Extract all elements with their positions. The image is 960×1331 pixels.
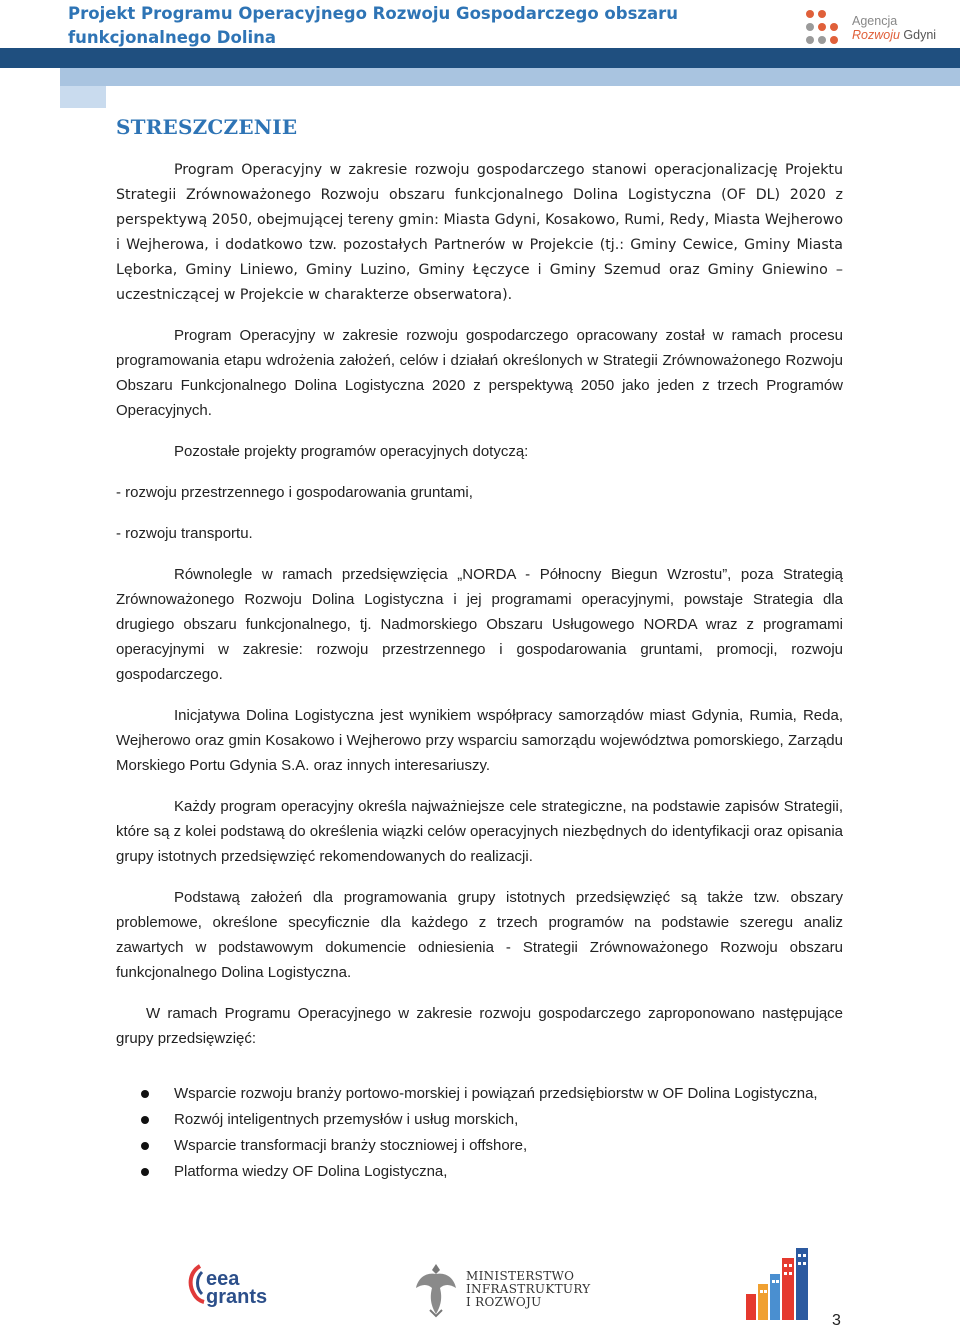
bullet-text: Wsparcie rozwoju branży portowo-morskiej i powiązań przedsiębiorstw w OF Dolina Logistyczna,	[174, 1085, 818, 1102]
dash-item-2: - rozwoju transportu.	[116, 525, 253, 542]
dots-logo-icon	[804, 8, 848, 48]
header-band-lighter	[60, 86, 106, 108]
dash-item-1: - rozwoju przestrzennego i gospodarowania gruntami,	[116, 484, 473, 501]
bullet-icon	[141, 1090, 149, 1098]
eea-grants-logo	[186, 1246, 268, 1316]
header-band-light	[60, 68, 960, 86]
agency-logo-text	[852, 14, 936, 42]
section-title: STRESZCZENIE	[116, 115, 298, 139]
eea-line2: grants	[206, 1286, 268, 1308]
paragraph-10: W ramach Programu Operacyjnego w zakresie rozwoju gospodarczego zaproponowano następujące grupy przedsięwzięć:	[116, 1005, 843, 1047]
paragraph-6: Równolegle w ramach przedsięwzięcia „NORDA - Północny Biegun Wzrostu”, poza Strategią Zrównoważonego Rozwoju Dolina Logistyczna i jej programami operacyjnymi, powstaje Strategia dla drugiego obszaru funkcjonalnego, tj. Nadmorskiego Obszaru Usługowego NORDA wraz z programami operacyjnymi w zakresie: rozwoju przestrzennego i gospodarowania gruntami, promocji, rozwoju gospodarczego.	[116, 566, 843, 683]
paragraph-1: Program Operacyjny w zakresie rozwoju gospodarczego stanowi operacjonalizację Projektu Strategii Zrównoważonego Rozwoju obszaru funkcjonalnego Dolina Logistyczna (OF DL) 2020 z perspektywą 2050, obejmującej tereny gmin: Miasta Gdyni, Kosakowo, Rumi, Redy, Miasta Wejherowo i Wejherowa, i dodatkowo tzw. pozostałych Partnerów w Projekcie (tj.: Gminy Cewice, Gminy Miasta Lęborka, Gminy Liniewo, Gminy Luzino, Gminy Łęczyce i Gminy Szemud oraz Gminy Gniewino – uczestniczącej w Projekcie w charakterze obserwatora).	[116, 162, 843, 303]
agency-logo-gdyni: Gdyni	[903, 28, 937, 42]
header-title-line1: Projekt Programu Operacyjnego Rozwoju Gospodarczego obszaru funkcjonalnego Dolina	[68, 4, 679, 47]
paragraph-3: Pozostałe projekty programów operacyjnych dotyczą:	[174, 443, 529, 460]
bullet-icon	[141, 1142, 149, 1150]
page-footer	[0, 1240, 960, 1331]
city-skyline-logo-icon	[744, 1244, 816, 1322]
bullet-item	[116, 1133, 843, 1158]
ministry-line2: INFRASTRUKTURY	[466, 1282, 591, 1296]
eagle-emblem-icon	[412, 1260, 460, 1318]
eea-line1: eea	[206, 1268, 240, 1290]
bullet-icon	[141, 1116, 149, 1124]
eea-grants-text	[206, 1270, 267, 1306]
ministry-line1: MINISTERSTWO	[466, 1269, 575, 1283]
ministry-line3: I ROZWOJU	[466, 1295, 542, 1309]
paragraph-2: Program Operacyjny w zakresie rozwoju gospodarczego opracowany został w ramach procesu programowania etapu wdrożenia założeń, celów i działań określonych w Strategii Zrównoważonego Rozwoju Obszaru Funkcjonalnego Dolina Logistyczna 2020 z perspektywą 2050 jako jeden z trzech Programów Operacyjnych.	[116, 327, 843, 419]
bullet-text: Wsparcie transformacji branży stoczniowej i offshore,	[174, 1137, 528, 1154]
dash-list	[116, 480, 843, 546]
agency-logo-rozwoju: Rozwoju	[852, 28, 900, 42]
ministry-text	[466, 1270, 591, 1309]
bullet-icon	[141, 1168, 149, 1176]
header-band-dark	[0, 48, 960, 68]
bullet-text: Rozwój inteligentnych przemysłów i usług morskich,	[174, 1111, 519, 1128]
bullet-item	[116, 1107, 843, 1132]
eea-swirl-icon	[186, 1264, 206, 1304]
document-body	[116, 158, 843, 1185]
paragraph-8: Każdy program operacyjny określa najważniejsze cele strategiczne, na podstawie zapisów Strategii, które są z kolei podstawą do określenia wiązki celów operacyjnych niezbędnych do identyfikacji oraz opisania grupy istotnych przedsięwzięć rekomendowanych do realizacji.	[116, 798, 843, 865]
ministry-logo	[408, 1258, 591, 1330]
agency-logo-line2	[852, 28, 936, 42]
agency-logo	[800, 6, 950, 48]
agency-logo-line1: Agencja	[852, 14, 898, 28]
bullet-text: Platforma wiedzy OF Dolina Logistyczna,	[174, 1163, 448, 1180]
bullet-item	[116, 1081, 843, 1106]
bullet-item	[116, 1159, 843, 1184]
paragraph-9: Podstawą założeń dla programowania grupy istotnych przedsięwzięć są także tzw. obszary problemowe, określone specyficznie dla każdego z trzech programów na podstawie szeregu analiz zawartych w podstawowym dokumencie odniesienia - Strategii Zrównoważonego Rozwoju obszaru funkcjonalnego Dolina Logistyczna.	[116, 889, 843, 981]
bullet-list	[116, 1081, 843, 1184]
page-number: 3	[832, 1312, 841, 1329]
page-header	[0, 0, 960, 48]
paragraph-7: Inicjatywa Dolina Logistyczna jest wynikiem współpracy samorządów miast Gdynia, Rumia, Reda, Wejherowo oraz gmin Kosakowo i Wejherowo przy wsparciu samorządu województwa pomorskiego, Zarządu Morskiego Portu Gdynia S.A. oraz innych interesariuszy.	[116, 707, 843, 774]
